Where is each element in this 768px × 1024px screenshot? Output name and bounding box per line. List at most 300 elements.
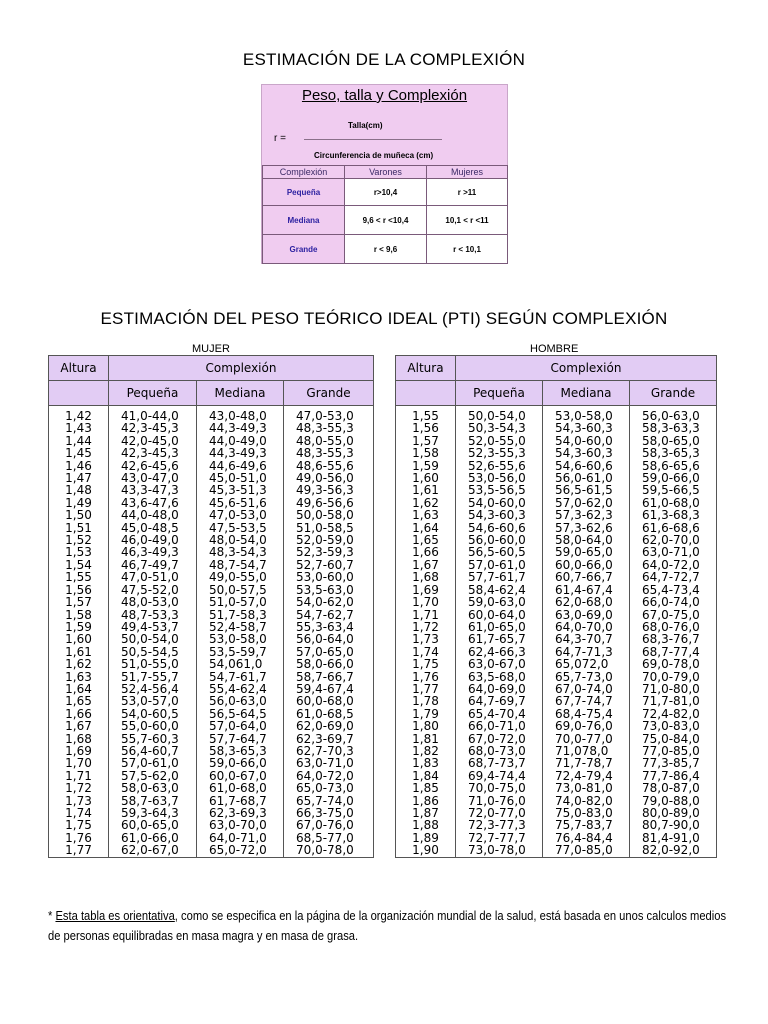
header-grande: Grande — [630, 381, 717, 406]
criterion-mujeres: 10,1 < r <11 — [427, 206, 508, 235]
table-cell: 1,62 — [412, 495, 439, 510]
table-cell: 65,7-73,0 — [555, 669, 613, 684]
table-cell: 46,0-49,0 — [121, 533, 179, 548]
table-hombre — [395, 355, 717, 858]
table-cell: 60,0-64,0 — [468, 607, 526, 622]
table-cell: 49,4-53,7 — [121, 619, 179, 634]
row-label: Grande — [263, 235, 345, 264]
table-cell: 42,0-45,0 — [121, 433, 179, 448]
table-cell: 52,3-55,3 — [468, 446, 526, 461]
table-cell: 71,7-78,7 — [555, 756, 613, 771]
table-cell: 53,0-57,0 — [121, 694, 179, 709]
table-cell: 62,0-69,0 — [296, 719, 354, 734]
table-cell: 1,77 — [65, 843, 92, 858]
table-cell: 1,48 — [65, 483, 92, 498]
table-cell: 1,73 — [412, 632, 439, 647]
complexion-criteria-table — [262, 165, 508, 264]
table-cell: 1,78 — [412, 694, 439, 709]
table-cell: 1,75 — [412, 657, 439, 672]
table-cell: 52,7-60,7 — [296, 557, 354, 572]
formula-r-label: r = — [274, 133, 286, 144]
table-cell: 1,72 — [412, 619, 439, 634]
table-cell: 57,3-62,6 — [555, 520, 613, 535]
table-cell: 56,0-61,0 — [555, 471, 613, 486]
table-cell: 54,3-60,3 — [555, 421, 613, 436]
table-cell: 60,0-68,0 — [296, 694, 354, 709]
table-cell: 1,58 — [412, 446, 439, 461]
table-cell: 60,0-66,0 — [555, 557, 613, 572]
table-cell: 1,76 — [412, 669, 439, 684]
table-cell: 1,71 — [412, 607, 439, 622]
table-cell: 1,52 — [65, 533, 92, 548]
table-cell: 1,72 — [65, 781, 92, 796]
header-altura: Altura — [49, 356, 109, 381]
table-cell: 44,0-49,0 — [209, 433, 267, 448]
footnote-star: * — [48, 908, 53, 923]
table-cell: 1,55 — [412, 409, 439, 423]
table-cell: 58,6-65,6 — [642, 458, 700, 473]
table-cell: 1,68 — [412, 570, 439, 585]
table-cell: 1,61 — [65, 644, 92, 659]
table-cell: 1,71 — [65, 768, 92, 783]
table-cell: 59,0-66,0 — [209, 756, 267, 771]
criterion-varones: 9,6 < r <10,4 — [345, 206, 427, 235]
table-cell: 44,6-49,6 — [209, 458, 267, 473]
table-cell: 76,4-84,4 — [555, 830, 613, 845]
table-cell: 46,3-49,3 — [121, 545, 179, 560]
column-mediana — [543, 410, 629, 857]
table-cell: 67,0-74,0 — [555, 681, 613, 696]
table-cell: 1,58 — [65, 607, 92, 622]
table-cell: 64,0-70,0 — [555, 619, 613, 634]
table-cell: 61,3-68,3 — [642, 508, 700, 523]
table-cell: 58,0-64,0 — [555, 533, 613, 548]
table-cell: 56,0-63,0 — [642, 409, 700, 423]
table-cell: 65,0-72,0 — [209, 843, 267, 858]
table-cell: 72,4-79,4 — [555, 768, 613, 783]
table-cell: 1,83 — [412, 756, 439, 771]
table-cell: 66,0-71,0 — [468, 719, 526, 734]
fraction-line — [304, 139, 442, 140]
table-cell: 64,3-70,7 — [555, 632, 613, 647]
table-cell: 42,6-45,6 — [121, 458, 179, 473]
table-cell: 54,061,0 — [209, 657, 263, 672]
table-cell: 80,0-89,0 — [642, 806, 700, 820]
footnote — [48, 906, 727, 946]
table-cell: 1,44 — [65, 433, 92, 448]
table-cell: 60,0-65,0 — [121, 818, 179, 833]
table-cell: 64,0-72,0 — [296, 768, 354, 783]
table-cell: 1,64 — [65, 681, 92, 696]
table-cell: 79,0-88,0 — [642, 793, 700, 808]
table-cell: 56,5-60,5 — [468, 545, 526, 560]
table-cell: 57,0-62,0 — [555, 495, 613, 510]
table-cell: 82,0-92,0 — [642, 843, 700, 858]
table-cell: 52,3-59,3 — [296, 545, 354, 560]
table-cell: 47,5-52,0 — [121, 582, 179, 597]
table-cell: 1,68 — [65, 731, 92, 746]
table-cell: 1,66 — [412, 545, 439, 560]
table-cell: 47,0-51,0 — [121, 570, 179, 585]
table-cell: 51,0-55,0 — [121, 657, 179, 672]
table-cell: 58,3-65,3 — [642, 446, 700, 461]
table-cell: 50,0-54,0 — [468, 409, 526, 423]
table-cell: 59,5-66,5 — [642, 483, 700, 498]
table-cell: 1,81 — [412, 731, 439, 746]
table-cell: 65,4-70,4 — [468, 706, 526, 721]
table-cell: 62,0-68,0 — [555, 595, 613, 610]
table-cell: 60,0-67,0 — [209, 768, 267, 783]
table-cell: 43,3-47,3 — [121, 483, 179, 498]
table-cell: 52,0-59,0 — [296, 533, 354, 548]
table-cell: 68,0-73,0 — [468, 743, 526, 758]
table-cell: 51,7-55,7 — [121, 669, 179, 684]
table-cell: 1,63 — [65, 669, 92, 684]
table-cell: 1,88 — [412, 818, 439, 833]
table-cell: 43,0-48,0 — [209, 409, 267, 423]
table-cell: 67,0-72,0 — [468, 731, 526, 746]
table-cell: 64,7-69,7 — [468, 694, 526, 709]
table-cell: 57,0-65,0 — [296, 644, 354, 659]
table-cell: 58,3-65,3 — [209, 743, 267, 758]
table-cell: 1,69 — [65, 743, 92, 758]
table-cell: 1,60 — [412, 471, 439, 486]
table-cell: 49,6-56,6 — [296, 495, 354, 510]
table-cell: 54,0-60,0 — [555, 433, 613, 448]
table-cell: 61,4-67,4 — [555, 582, 613, 597]
table-cell: 65,072,0 — [555, 657, 609, 672]
table-cell: 68,7-77,4 — [642, 644, 700, 659]
table-cell: 1,57 — [412, 433, 439, 448]
table-cell: 1,63 — [412, 508, 439, 523]
table-cell: 1,56 — [412, 421, 439, 436]
table-cell: 54,6-60,6 — [555, 458, 613, 473]
table-cell: 64,0-71,0 — [209, 830, 267, 845]
table-cell: 59,0-65,0 — [555, 545, 613, 560]
table-cell: 68,7-73,7 — [468, 756, 526, 771]
table-cell: 62,3-69,7 — [296, 731, 354, 746]
table-cell: 54,3-60,3 — [555, 446, 613, 461]
table-cell: 69,0-76,0 — [555, 719, 613, 734]
table-cell: 51,0-57,0 — [209, 595, 267, 610]
table-cell: 1,45 — [65, 446, 92, 461]
table-cell: 1,86 — [412, 793, 439, 808]
table-cell: 59,3-64,3 — [121, 806, 179, 820]
table-cell: 56,0-63,0 — [209, 694, 267, 709]
table-cell: 72,3-77,3 — [468, 818, 526, 833]
complexion-box-title: Peso, talla y Complexión — [301, 87, 468, 104]
table-cell: 58,3-63,3 — [642, 421, 700, 436]
header-blank — [49, 381, 109, 406]
table-cell: 58,7-66,7 — [296, 669, 354, 684]
formula-numerator: Talla(cm) — [348, 121, 383, 130]
table-cell: 53,5-56,5 — [468, 483, 526, 498]
label-mujer: MUJER — [192, 343, 230, 355]
table-cell: 1,87 — [412, 806, 439, 820]
table-cell: 49,0-56,0 — [296, 471, 354, 486]
table-cell: 1,79 — [412, 706, 439, 721]
table-cell: 61,7-65,7 — [468, 632, 526, 647]
table-cell: 48,3-55,3 — [296, 446, 354, 461]
table-cell: 56,5-64,5 — [209, 706, 267, 721]
footnote-underlined: Esta tabla es orientativa — [55, 908, 175, 923]
table-cell: 63,5-68,0 — [468, 669, 526, 684]
table-cell: 1,70 — [65, 756, 92, 771]
table-cell: 48,6-55,6 — [296, 458, 354, 473]
table-cell: 71,078,0 — [555, 743, 609, 758]
table-cell: 64,7-72,7 — [642, 570, 700, 585]
column-grande — [284, 410, 373, 857]
table-cell: 57,0-61,0 — [468, 557, 526, 572]
table-cell: 77,0-85,0 — [642, 743, 700, 758]
table-cell: 52,4-56,4 — [121, 681, 179, 696]
table-cell: 1,73 — [65, 793, 92, 808]
table-cell: 71,0-80,0 — [642, 681, 700, 696]
table-cell: 1,66 — [65, 706, 92, 721]
table-cell: 67,0-75,0 — [642, 607, 700, 622]
table-cell: 51,7-58,3 — [209, 607, 267, 622]
table-cell: 54,0-60,0 — [468, 495, 526, 510]
table-cell: 63,0-67,0 — [468, 657, 526, 672]
table-cell: 50,3-54,3 — [468, 421, 526, 436]
table-cell: 61,7-68,7 — [209, 793, 267, 808]
table-cell: 62,7-70,3 — [296, 743, 354, 758]
table-cell: 54,7-61,7 — [209, 669, 267, 684]
table-cell: 45,3-51,3 — [209, 483, 267, 498]
table-cell: 1,55 — [65, 570, 92, 585]
footnote-text: , como se especifica en la página de la organización mundial de la salud, está basada en unos calculos medios de personas equilibradas en masa magra y en masa de grasa. — [48, 908, 727, 943]
table-cell: 47,5-53,5 — [209, 520, 267, 535]
table-cell: 47,0-53,0 — [296, 409, 354, 423]
table-cell: 67,7-74,7 — [555, 694, 613, 709]
table-cell: 61,0-68,5 — [296, 706, 354, 721]
table-cell: 73,0-78,0 — [468, 843, 526, 858]
table-cell: 70,0-79,0 — [642, 669, 700, 684]
table-cell: 58,4-62,4 — [468, 582, 526, 597]
table-cell: 61,6-68,6 — [642, 520, 700, 535]
table-cell: 58,0-65,0 — [642, 433, 700, 448]
header-varones: Varones — [345, 166, 427, 179]
table-cell: 1,53 — [65, 545, 92, 560]
header-complexion: Complexión — [456, 356, 717, 381]
table-cell: 48,0-54,0 — [209, 533, 267, 548]
table-cell: 59,0-66,0 — [642, 471, 700, 486]
label-hombre: HOMBRE — [530, 343, 579, 355]
table-cell: 75,0-84,0 — [642, 731, 700, 746]
table-cell: 1,54 — [65, 557, 92, 572]
table-cell: 1,64 — [412, 520, 439, 535]
table-cell: 61,0-66,0 — [121, 830, 179, 845]
row-label: Pequeña — [263, 179, 345, 206]
table-cell: 53,5-63,0 — [296, 582, 354, 597]
table-cell: 1,76 — [65, 830, 92, 845]
table-cell: 1,85 — [412, 781, 439, 796]
table-cell: 70,0-75,0 — [468, 781, 526, 796]
table-cell: 60,7-66,7 — [555, 570, 613, 585]
table-cell: 77,3-85,7 — [642, 756, 700, 771]
table-cell: 1,46 — [65, 458, 92, 473]
table-cell: 61,0-68,0 — [209, 781, 267, 796]
table-cell: 42,3-45,3 — [121, 421, 179, 436]
table-cell: 51,0-58,5 — [296, 520, 354, 535]
table-cell: 55,0-60,0 — [121, 719, 179, 734]
table-cell: 1,74 — [412, 644, 439, 659]
table-cell: 55,4-62,4 — [209, 681, 267, 696]
table-cell: 1,67 — [65, 719, 92, 734]
table-cell: 50,0-57,5 — [209, 582, 267, 597]
table-cell: 52,0-55,0 — [468, 433, 526, 448]
column-pequena — [456, 410, 542, 857]
table-cell: 57,7-61,7 — [468, 570, 526, 585]
table-cell: 57,7-64,7 — [209, 731, 267, 746]
table-cell: 1,65 — [65, 694, 92, 709]
table-cell: 62,3-69,3 — [209, 806, 267, 820]
column-mediana — [197, 410, 283, 857]
table-cell: 56,4-60,7 — [121, 743, 179, 758]
table-cell: 1,69 — [412, 582, 439, 597]
header-altura: Altura — [396, 356, 456, 381]
table-cell: 1,65 — [412, 533, 439, 548]
table-cell: 1,60 — [65, 632, 92, 647]
table-cell: 1,67 — [412, 557, 439, 572]
table-cell: 57,0-61,0 — [121, 756, 179, 771]
table-cell: 54,3-60,3 — [468, 508, 526, 523]
table-cell: 72,0-77,0 — [468, 806, 526, 820]
table-cell: 48,7-53,3 — [121, 607, 179, 622]
table-cell: 45,0-48,5 — [121, 520, 179, 535]
table-cell: 47,0-53,0 — [209, 508, 267, 523]
column-altura — [49, 410, 108, 857]
table-cell: 56,5-61,5 — [555, 483, 613, 498]
table-cell: 68,0-76,0 — [642, 619, 700, 634]
table-cell: 48,0-55,0 — [296, 433, 354, 448]
column-altura — [396, 410, 455, 857]
title-complexion: ESTIMACIÓN DE LA COMPLEXIÓN — [242, 50, 526, 69]
table-cell: 70,0-77,0 — [555, 731, 613, 746]
table-cell: 52,4-58,7 — [209, 619, 267, 634]
table-cell: 75,0-83,0 — [555, 806, 613, 820]
table-cell: 74,0-82,0 — [555, 793, 613, 808]
table-cell: 48,0-53,0 — [121, 595, 179, 610]
table-cell: 64,0-69,0 — [468, 681, 526, 696]
table-cell: 53,0-58,0 — [555, 409, 613, 423]
table-cell: 1,43 — [65, 421, 92, 436]
table-cell: 54,6-60,6 — [468, 520, 526, 535]
column-grande — [630, 410, 716, 857]
table-cell: 1,56 — [65, 582, 92, 597]
table-cell: 72,4-82,0 — [642, 706, 700, 721]
table-cell: 73,0-83,0 — [642, 719, 700, 734]
table-cell: 1,59 — [65, 619, 92, 634]
table-cell: 1,42 — [65, 409, 92, 423]
table-cell: 1,77 — [412, 681, 439, 696]
column-pequena — [109, 410, 196, 857]
table-cell: 63,0-70,0 — [209, 818, 267, 833]
criterion-varones: r>10,4 — [345, 179, 427, 206]
complexion-formula-box — [261, 84, 508, 264]
table-cell: 71,0-76,0 — [468, 793, 526, 808]
table-cell: 66,3-75,0 — [296, 806, 354, 820]
table-cell: 61,0-68,0 — [642, 495, 700, 510]
table-cell: 48,3-54,3 — [209, 545, 267, 560]
table-cell: 57,5-62,0 — [121, 768, 179, 783]
table-cell: 59,4-67,4 — [296, 681, 354, 696]
formula-denominator: Circunferencia de muñeca (cm) — [314, 151, 434, 160]
table-cell: 53,5-59,7 — [209, 644, 267, 659]
table-cell: 68,4-75,4 — [555, 706, 613, 721]
table-cell: 77,0-85,0 — [555, 843, 613, 858]
table-cell: 52,6-55,6 — [468, 458, 526, 473]
criterion-mujeres: r < 10,1 — [427, 235, 508, 264]
table-cell: 45,0-51,0 — [209, 471, 267, 486]
table-cell: 54,0-62,0 — [296, 595, 354, 610]
table-cell: 80,7-90,0 — [642, 818, 700, 833]
table-cell: 68,3-76,7 — [642, 632, 700, 647]
table-cell: 54,7-62,7 — [296, 607, 354, 622]
table-cell: 56,0-64,0 — [296, 632, 354, 647]
header-grande: Grande — [284, 381, 374, 406]
header-pequena: Pequeña — [109, 381, 197, 406]
table-cell: 65,7-74,0 — [296, 793, 354, 808]
table-cell: 1,82 — [412, 743, 439, 758]
table-cell: 61,0-65,0 — [468, 619, 526, 634]
table-cell: 1,84 — [412, 768, 439, 783]
table-cell: 49,3-56,3 — [296, 483, 354, 498]
table-cell: 46,7-49,7 — [121, 557, 179, 572]
table-cell: 58,0-66,0 — [296, 657, 354, 672]
table-cell: 58,0-63,0 — [121, 781, 179, 796]
table-cell: 73,0-81,0 — [555, 781, 613, 796]
table-cell: 56,0-60,0 — [468, 533, 526, 548]
table-cell: 1,80 — [412, 719, 439, 734]
table-cell: 50,0-58,0 — [296, 508, 354, 523]
header-complexion: Complexión — [109, 356, 374, 381]
table-cell: 66,0-74,0 — [642, 595, 700, 610]
table-cell: 1,90 — [412, 843, 439, 858]
table-cell: 48,7-54,7 — [209, 557, 267, 572]
header-blank — [396, 381, 456, 406]
table-cell: 78,0-87,0 — [642, 781, 700, 796]
table-cell: 70,0-78,0 — [296, 843, 354, 858]
table-cell: 53,0-60,0 — [296, 570, 354, 585]
table-cell: 75,7-83,7 — [555, 818, 613, 833]
table-cell: 1,61 — [412, 483, 439, 498]
table-cell: 58,7-63,7 — [121, 793, 179, 808]
header-pequena: Pequeña — [456, 381, 543, 406]
table-cell: 68,5-77,0 — [296, 830, 354, 845]
table-cell: 41,0-44,0 — [121, 409, 179, 423]
table-cell: 55,7-60,3 — [121, 731, 179, 746]
table-cell: 49,0-55,0 — [209, 570, 267, 585]
table-cell: 64,0-72,0 — [642, 557, 700, 572]
table-cell: 53,0-58,0 — [209, 632, 267, 647]
criterion-varones: r < 9,6 — [345, 235, 427, 264]
criterion-mujeres: r >11 — [427, 179, 508, 206]
table-cell: 44,0-48,0 — [121, 508, 179, 523]
table-cell: 71,7-81,0 — [642, 694, 700, 709]
table-cell: 1,62 — [65, 657, 92, 672]
title-ideal-weight: ESTIMACIÓN DEL PESO TEÓRICO IDEAL (PTI) SEGÚN COMPLEXIÓN — [100, 309, 668, 328]
table-cell: 69,0-78,0 — [642, 657, 700, 672]
table-cell: 1,47 — [65, 471, 92, 486]
table-cell: 81,4-91,0 — [642, 830, 700, 845]
table-cell: 1,89 — [412, 830, 439, 845]
table-cell: 43,0-47,0 — [121, 471, 179, 486]
table-cell: 1,70 — [412, 595, 439, 610]
table-cell: 50,0-54,0 — [121, 632, 179, 647]
table-cell: 63,0-71,0 — [296, 756, 354, 771]
table-cell: 1,75 — [65, 818, 92, 833]
